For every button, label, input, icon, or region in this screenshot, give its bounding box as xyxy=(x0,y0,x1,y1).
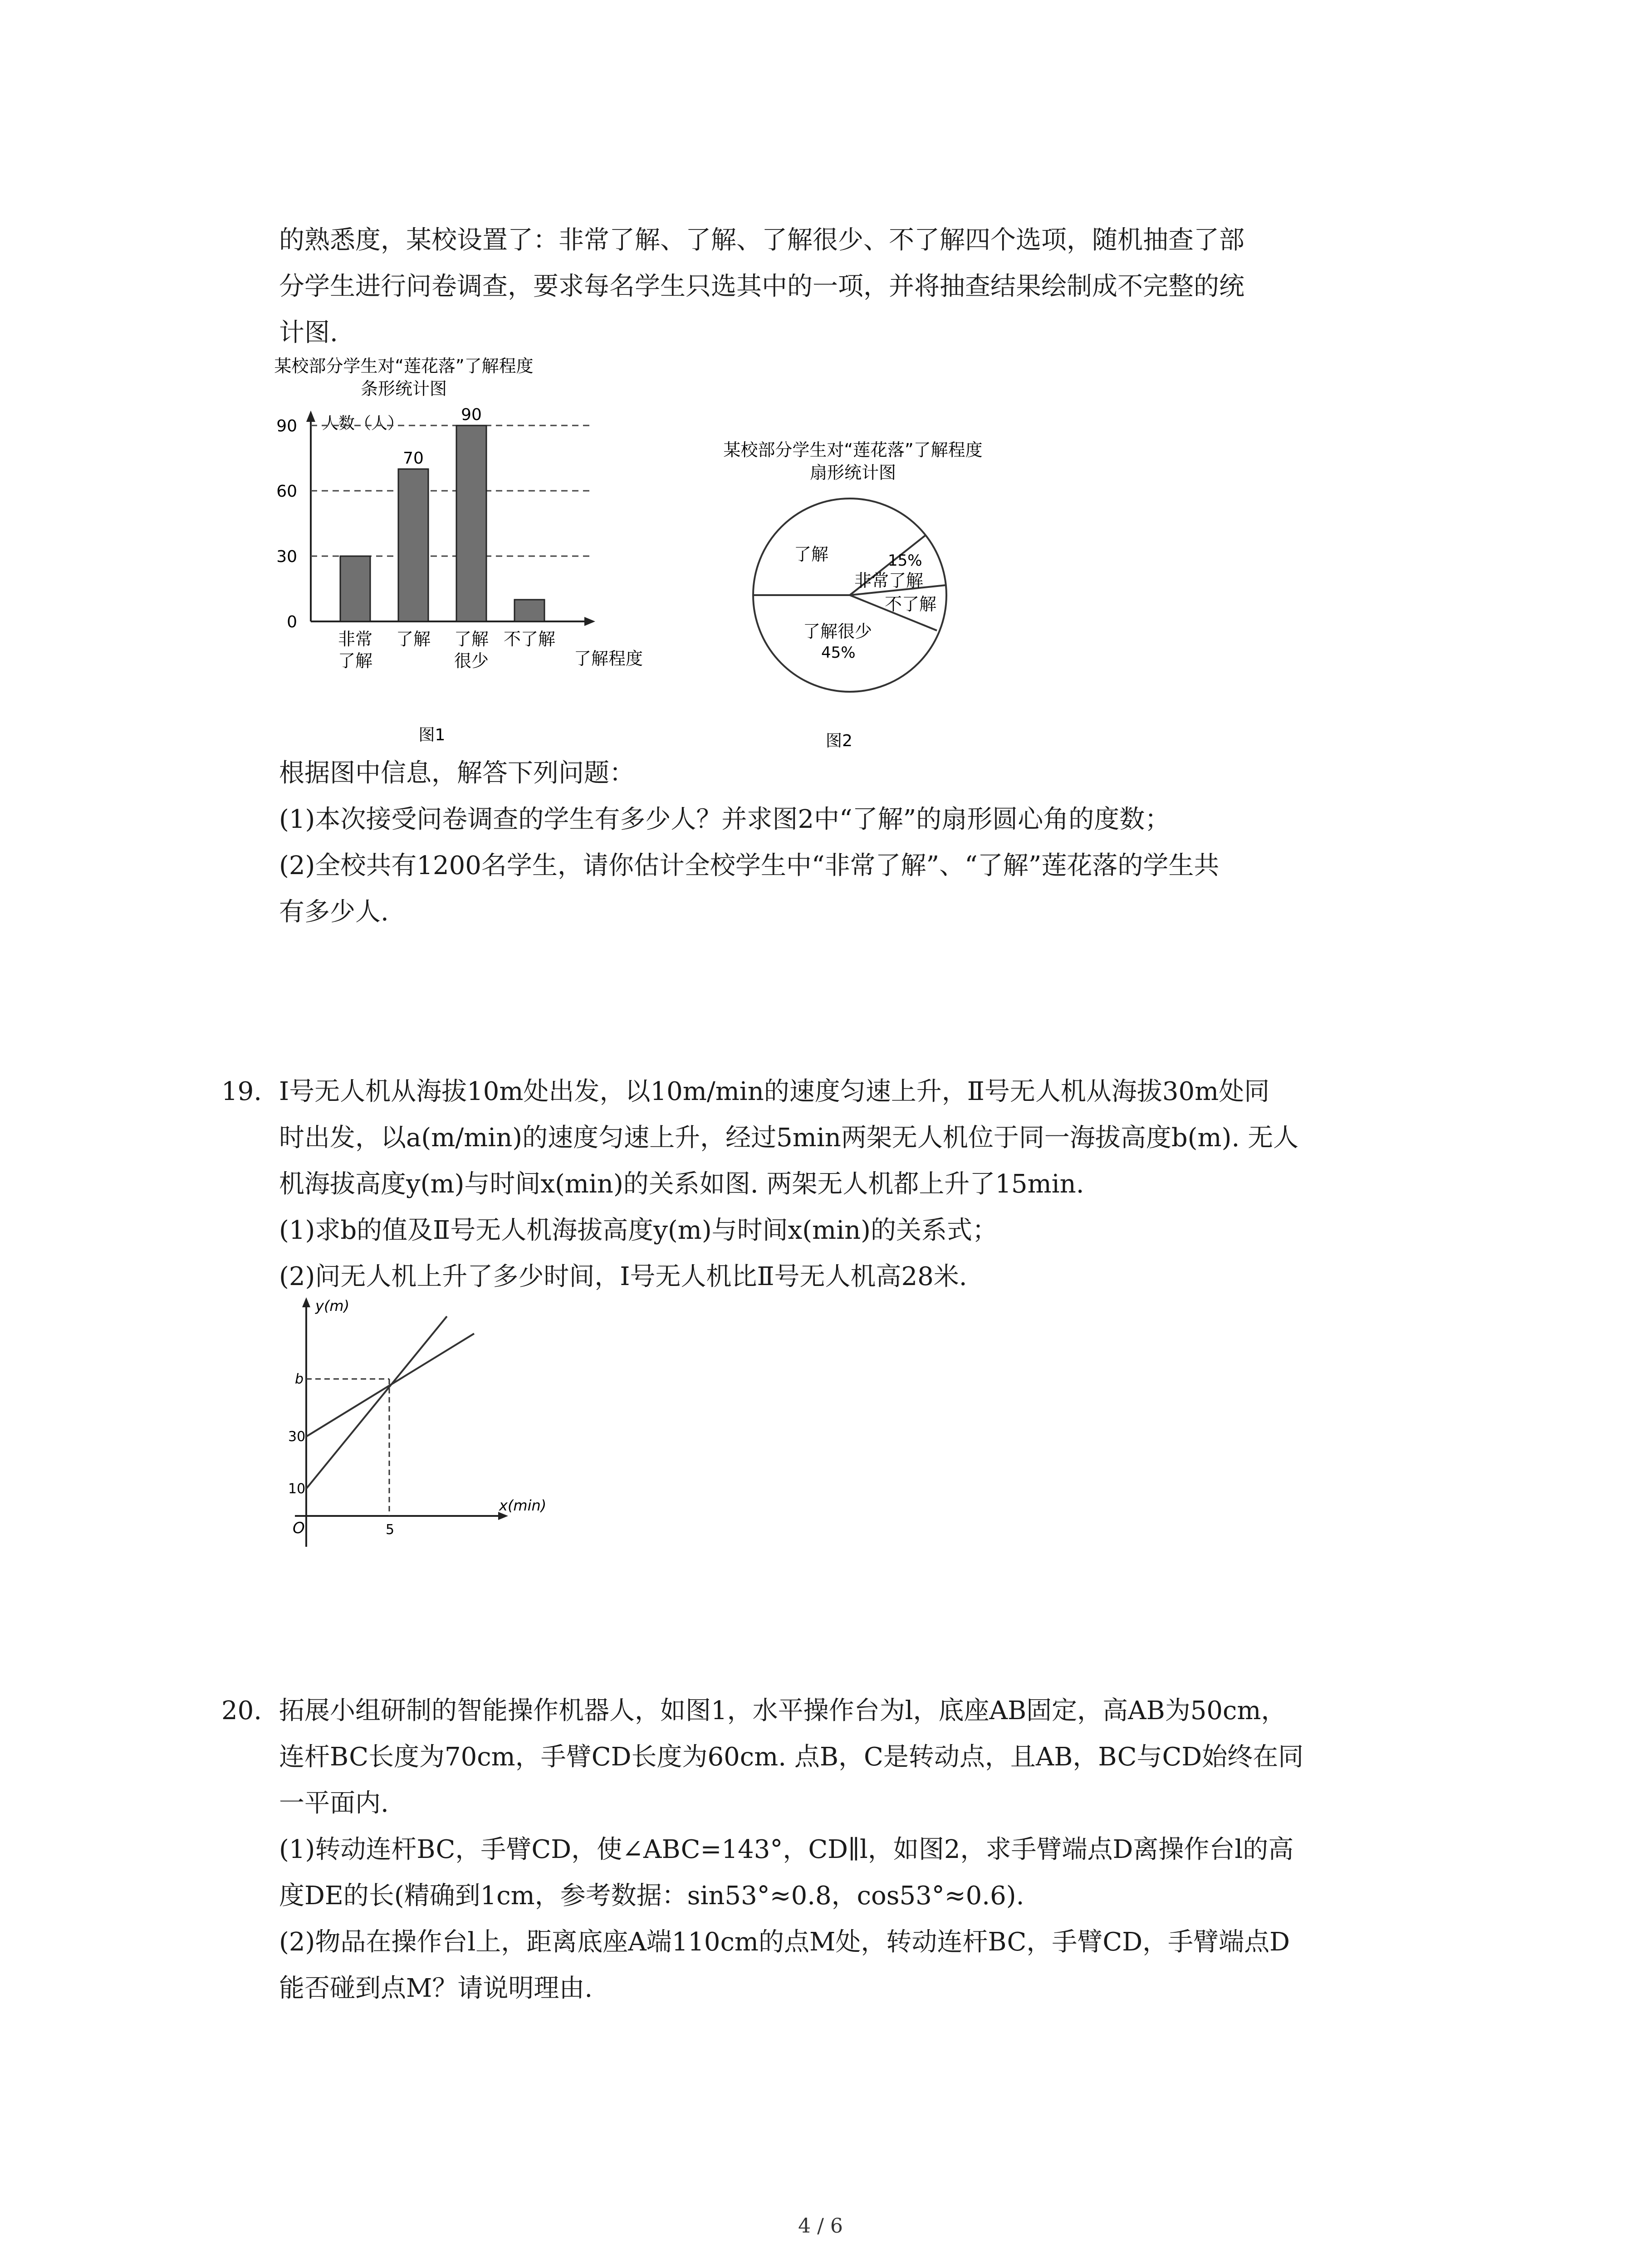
bar-chart xyxy=(254,349,690,758)
bar-chart-x-arrow xyxy=(584,617,595,626)
pie-label-buliaojie: 不了解 xyxy=(885,594,937,614)
q20-line-7: 能否碰到点M？请说明理由. xyxy=(279,1974,593,2003)
bar-chart-ytick: 0 xyxy=(287,613,297,631)
bar-chart-subtitle: 条形统计图 xyxy=(360,379,447,399)
pie-chart-title: 某校部分学生对“莲花落”了解程度 xyxy=(723,440,983,460)
bar-data-label: 70 xyxy=(403,449,424,468)
q20-line-6: (2)物品在操作台l上，距离底座A端110cm的点M处，转动连杆BC，手臂CD，手臂端点D xyxy=(279,1927,1290,1957)
q20-line-4: (1)转动连杆BC，手臂CD，使∠ABC=143°，CD∥l，如图2，求手臂端点D离操作台l的高 xyxy=(279,1835,1294,1864)
q18-line-2: 分学生进行问卷调查，要求每名学生只选其中的一项，并将抽查结果绘制成不完整的统 xyxy=(279,272,1244,301)
q18-after-line-1: 根据图中信息，解答下列问题： xyxy=(279,758,635,788)
bar-chart-ytick: 30 xyxy=(276,547,297,566)
bar-chart-figure xyxy=(254,349,690,759)
bar-data-label: 90 xyxy=(461,406,482,424)
bar-chart-y-arrow xyxy=(306,411,315,422)
bar-chart-title: 某校部分学生对“莲花落”了解程度 xyxy=(274,356,534,376)
q18-after-line-3: (2)全校共有1200名学生，请你估计全校学生中“非常了解”、“了解”莲花落的学生共 xyxy=(279,851,1220,880)
q18-after-line-4: 有多少人. xyxy=(279,897,389,927)
pie-chart-subtitle: 扇形统计图 xyxy=(809,463,896,483)
bar-category-label: 非常 xyxy=(338,629,373,649)
page-number: 4 / 6 xyxy=(798,2214,843,2238)
pie-label-liaojie: 了解 xyxy=(794,544,829,564)
q20-line-5: 度DE的长(精确到1cm，参考数据：sin53°≈0.8，cos53°≈0.6). xyxy=(279,1881,1024,1911)
bar xyxy=(514,600,544,621)
bar-category-label: 了解 xyxy=(338,651,373,671)
pie-chart xyxy=(671,429,1043,764)
q19-line-4: (1)求b的值及Ⅱ号无人机海拔高度y(m)与时间x(min)的关系式； xyxy=(279,1216,998,1245)
pie-label-45pct: 45% xyxy=(821,644,856,662)
q19-line-1: Ⅰ号无人机从海拔10m处出发，以10m/min的速度匀速上升，Ⅱ号无人机从海拔30m处同 xyxy=(279,1077,1270,1106)
bar-chart-xlabel: 了解程度 xyxy=(574,649,643,669)
q20-line-1: 拓展小组研制的智能操作机器人，如图1，水平操作台为l，底座AB固定，高AB为50cm， xyxy=(279,1696,1287,1725)
q19-line-3: 机海拔高度y(m)与时间x(min)的关系如图. 两架无人机都上升了15min. xyxy=(279,1169,1084,1199)
q18-line-1: 的熟悉度，某校设置了：非常了解、了解、了解很少、不了解四个选项，随机抽查了部 xyxy=(279,225,1244,255)
bar-chart-caption: 图1 xyxy=(418,726,446,744)
q20-number: 20. xyxy=(221,1696,262,1725)
q19-ytick-b: b xyxy=(295,1371,304,1387)
q18-line-3: 计图. xyxy=(279,318,338,347)
bar xyxy=(456,425,486,621)
q19-line-drone-1 xyxy=(306,1316,447,1489)
pie-label-15pct: 15% xyxy=(888,552,922,570)
bar-chart-ytick: 60 xyxy=(276,482,297,501)
q19-number: 19. xyxy=(221,1077,262,1106)
bar-category-label: 很少 xyxy=(454,651,489,671)
q19-ytick-30: 30 xyxy=(288,1429,306,1445)
pie-label-henshao: 了解很少 xyxy=(803,621,872,641)
q18-after-line-2: (1)本次接受问卷调查的学生有多少人？并求图2中“了解”的扇形圆心角的度数； xyxy=(279,805,1171,834)
pie-chart-figure xyxy=(671,429,1043,766)
q19-ylabel: y(m) xyxy=(315,1297,350,1315)
bar xyxy=(340,556,370,621)
q19-xlabel: x(min) xyxy=(499,1497,547,1514)
pie-label-feichang: 非常了解 xyxy=(854,571,924,591)
q19-line-2: 时出发，以a(m/min)的速度匀速上升，经过5min两架无人机位于同一海拔高度b(m). 无人 xyxy=(279,1123,1299,1153)
q19-line-5: (2)问无人机上升了多少时间，Ⅰ号无人机比Ⅱ号无人机高28米. xyxy=(279,1262,967,1291)
q19-graph xyxy=(268,1293,585,1556)
q19-line-drone-2 xyxy=(306,1334,474,1437)
q20-line-2: 连杆BC长度为70cm，手臂CD长度为60cm. 点B，C是转动点，且AB，BC与CD始终在同 xyxy=(279,1742,1304,1772)
q19-origin: O xyxy=(293,1519,305,1537)
bar-category-label: 不了解 xyxy=(503,629,556,649)
bar-category-label: 了解 xyxy=(454,629,489,649)
q19-graph-figure xyxy=(268,1293,585,1558)
q19-y-arrow xyxy=(302,1297,310,1307)
bar-category-label: 了解 xyxy=(396,629,431,649)
pie-chart-caption: 图2 xyxy=(826,732,852,750)
q19-ytick-10: 10 xyxy=(288,1481,306,1497)
bar xyxy=(398,469,428,621)
bar-chart-ytick: 90 xyxy=(276,417,297,435)
q20-line-3: 一平面内. xyxy=(279,1789,389,1818)
bar-chart-ylabel: 人数（人） xyxy=(322,414,404,433)
q19-xtick-5: 5 xyxy=(386,1522,395,1538)
